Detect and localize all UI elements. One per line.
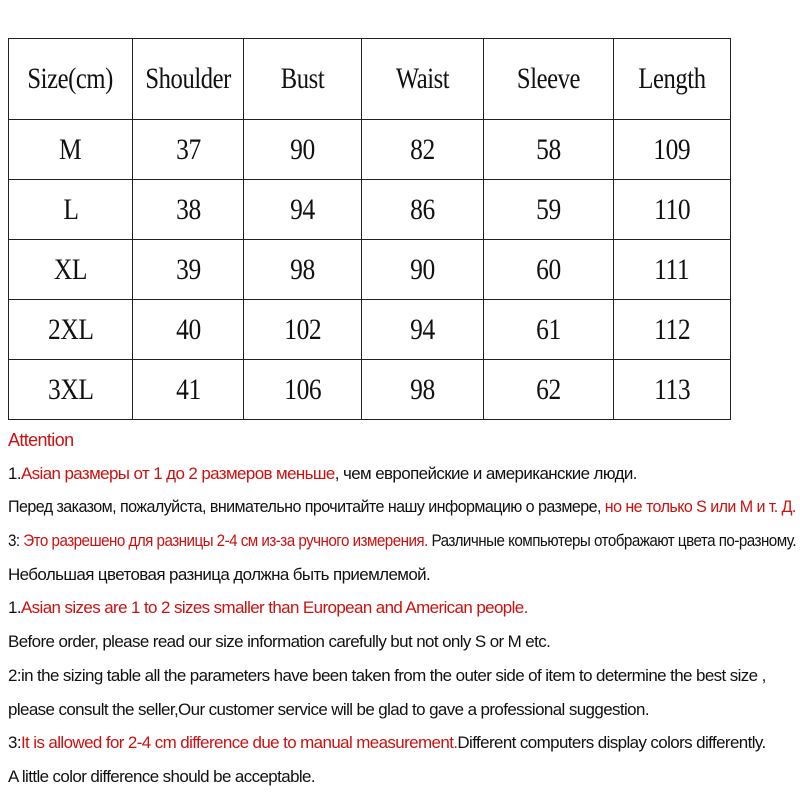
cell-size: 2XL — [9, 300, 133, 360]
cell-waist: 94 — [362, 300, 484, 360]
cell-bust: 102 — [244, 300, 362, 360]
cell-bust: 94 — [244, 180, 362, 240]
note-ru-1 — [8, 460, 796, 494]
cell-size: XL — [9, 240, 133, 300]
note-highlight: Asian размеры от 1 до 2 размеров меньше — [20, 463, 335, 483]
note-highlight — [8, 733, 457, 752]
cell-bust: 106 — [244, 360, 362, 420]
attention-heading: Attention — [8, 430, 74, 450]
cell-length: 113 — [614, 360, 731, 420]
header-sleeve: Sleeve — [484, 39, 614, 120]
cell-bust: 98 — [244, 240, 362, 300]
cell-size: L — [9, 180, 133, 240]
note-text: Различные компьютеры отображают цвета по-разному. — [427, 531, 797, 551]
cell-size: 3XL — [9, 360, 133, 420]
cell-shoulder: 38 — [133, 180, 244, 240]
cell-length: 109 — [614, 120, 731, 180]
cell-shoulder: 40 — [133, 300, 244, 360]
note-en-6: A little color difference should be acceptable. — [8, 766, 316, 786]
header-shoulder: Shoulder — [133, 39, 244, 120]
note-ru-2 — [8, 493, 796, 527]
table-row — [9, 240, 731, 300]
note-highlight: но не только S или M и т. Д. — [604, 497, 796, 517]
header-bust: Bust — [244, 39, 362, 120]
note-prefix: 1. — [8, 463, 21, 483]
note-prefix: 3: — [8, 733, 21, 753]
note-ru-4: Небольшая цветовая разница должна быть приемлемой. — [8, 564, 431, 584]
size-chart-table — [8, 38, 731, 420]
cell-length: 111 — [614, 240, 731, 300]
note-prefix: 1. — [8, 598, 21, 618]
note-en-5 — [8, 729, 796, 763]
note-text: Перед заказом, пожалуйста, внимательно прочитайте нашу информацию о размере, — [8, 497, 605, 517]
cell-waist: 90 — [362, 240, 484, 300]
note-en-3: 2:in the sizing table all the parameters have been taken from the outer side of item to determine the best size , — [8, 665, 766, 685]
note-ru-3 — [8, 527, 797, 561]
cell-waist: 86 — [362, 180, 484, 240]
cell-shoulder: 37 — [133, 120, 244, 180]
note-en-4: please consult the seller,Our customer service will be glad to gave a professional suggestion. — [8, 699, 649, 719]
table-header-row — [9, 39, 731, 120]
cell-sleeve: 62 — [484, 360, 614, 420]
table-row — [9, 300, 731, 360]
note-highlight: Asian sizes are 1 to 2 sizes smaller than European and American people. — [20, 598, 528, 618]
note-highlight: Это разрешено для разницы 2-4 см из-за ручного измерения. — [23, 531, 428, 551]
cell-sleeve: 60 — [484, 240, 614, 300]
note-text: , чем европейские и американские люди. — [334, 463, 637, 483]
header-waist: Waist — [362, 39, 484, 120]
cell-sleeve: 61 — [484, 300, 614, 360]
cell-sleeve: 59 — [484, 180, 614, 240]
cell-bust: 90 — [244, 120, 362, 180]
cell-shoulder: 41 — [133, 360, 244, 420]
table-row — [9, 120, 731, 180]
table-row — [9, 180, 731, 240]
table-row — [9, 360, 731, 420]
note-text: Different computers display colors differently. — [457, 733, 766, 753]
note-en-2: Before order, please read our size information carefully but not only S or M etc. — [8, 632, 551, 652]
cell-waist: 98 — [362, 360, 484, 420]
cell-waist: 82 — [362, 120, 484, 180]
note-prefix: 3: — [8, 531, 24, 551]
cell-length: 110 — [614, 180, 731, 240]
note-highlight-text: It is allowed for 2-4 cm difference due to manual measurement. — [20, 733, 458, 753]
header-size: Size(cm) — [9, 39, 133, 120]
cell-shoulder: 39 — [133, 240, 244, 300]
cell-length: 112 — [614, 300, 731, 360]
note-en-1 — [8, 594, 796, 628]
cell-sleeve: 58 — [484, 120, 614, 180]
size-notes — [8, 426, 798, 797]
cell-size: M — [9, 120, 133, 180]
header-length: Length — [614, 39, 731, 120]
